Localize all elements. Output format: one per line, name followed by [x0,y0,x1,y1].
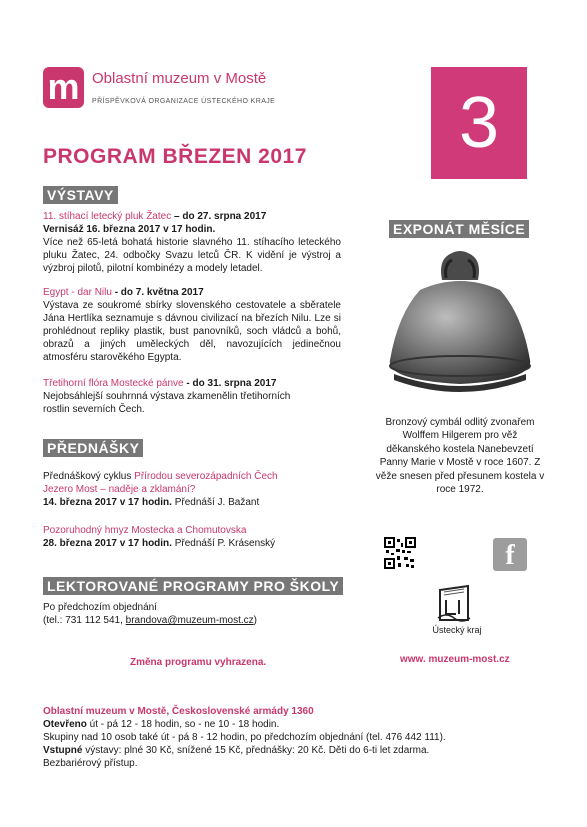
exhibition-item [43,210,341,275]
exhibition-opening: Vernisáž 16. března 2017 v 17 hodin. [43,224,216,235]
footer-info [43,705,563,770]
lecture-speaker: Přednáší P. Krásenský [171,538,276,549]
exhibition-until: – do 27. srpna 2017 [171,211,267,222]
exhibition-item [43,286,341,364]
exhibition-title[interactable]: 11. stíhací letecký pluk Žatec [43,211,172,222]
lecture-date: 14. března 2017 v 17 hodin. [43,497,172,508]
exhibition-title[interactable]: Egypt - dar Nilu [43,287,112,298]
lecture-cycle-prefix: Přednáškový cyklus [43,471,135,482]
lecture-date: 28. března 2017 v 17 hodin. [43,538,172,549]
lecture-item [43,524,341,550]
school-phone: (tel.: 731 112 541, [43,615,126,626]
museum-subtitle: PŘÍSPĚVKOVÁ ORGANIZACE ÚSTECKÉHO KRAJE [92,98,276,105]
exhibition-description: Nejobsáhlejší souhrnná výstava zkamenělin třetihorních rostlin severních Čech. [43,391,291,415]
section-heading-skoly: LEKTOROVANÉ PROGRAMY PRO ŠKOLY [43,577,343,595]
issue-number: 3 [431,67,527,179]
section-heading-exponat: EXPONÁT MĚSÍCE [389,220,529,238]
school-contact-end: ) [253,615,257,626]
section-heading-vystavy: VÝSTAVY [43,186,118,204]
lecture-title[interactable]: Jezero Most – naděje a zklamání? [43,484,196,495]
website-link[interactable]: www. muzeum-most.cz [400,654,510,665]
footer-accessibility: Bezbariérový přístup. [43,758,138,769]
bell-photo [380,242,540,404]
section-heading-prednasky: PŘEDNÁŠKY [43,439,143,457]
region-label: Ústecký kraj [432,625,482,635]
page-title: PROGRAM BŘEZEN 2017 [43,145,307,168]
facebook-icon[interactable]: f [493,538,527,571]
exponat-caption: Bronzový cymbál odlitý zvonařem Wolffem Hilgerem pro věž děkanského kostela Nanebevzetí Panny Marie v Mostě v roce 1607. Z věže snesen před přesunem kostela v roce 1972. [375,417,545,496]
footer-open-label: Otevřeno [43,719,87,730]
exhibition-description: Více než 65-letá bohatá historie slavného 11. stíhacího leteckého pluku Žatec, 24. odbočky Svazu letců ČR. K vidění je výstroj a výzbroj pilotů, pilotní kombinézy a modely letadel. [43,237,341,274]
school-programs [43,601,341,627]
lecture-item [43,470,341,509]
footer-open-hours: út - pá 12 - 18 hodin, so - ne 10 - 18 hodin. [86,719,280,730]
exhibition-until: - do 31. srpna 2017 [183,378,277,389]
exhibition-title[interactable]: Třetihorní flóra Mostecké pánve [43,378,184,389]
footer-groups: Skupiny nad 10 osob také út - pá 8 - 12 hodin, po předchozím objednání (tel. 476 442 111). [43,732,446,743]
lecture-speaker: Přednáší J. Bažant [171,497,260,508]
museum-logo: m [43,67,84,108]
museum-name: Oblastní muzeum v Mostě [92,70,267,87]
region-logo-icon [434,582,474,624]
lecture-cycle-name[interactable]: Přírodou severozápadních Čech [134,471,278,482]
exhibition-until: - do 7. května 2017 [111,287,204,298]
footer-tickets-label: Vstupné [43,745,83,756]
exhibition-description: Výstava ze soukromé sbírky slovenského cestovatele a sběratele Jána Hertlíka seznamuje s dávnou civilizací na březích Nilu. Lze si prohlédnout repliky plastik, bust panovníků, soch vládců a bohů, obrazů a jiných uměleckých děl, navozujících jedinečnou atmosféru starověkého Egypta. [43,300,341,363]
program-change-note: Změna programu vyhrazena. [130,657,267,668]
school-email-link[interactable]: brandova@muzeum-most.cz [125,615,254,626]
qr-code-icon[interactable] [384,537,416,569]
footer-address: Oblastní muzeum v Mostě, Československé armády 1360 [43,706,314,717]
school-programs-note: Po předchozím objednání [43,602,157,613]
footer-tickets: výstavy: plné 30 Kč, snížené 15 Kč, přednášky: 20 Kč. Děti do 6-ti let zdarma. [82,745,430,756]
exhibition-item [43,377,303,416]
lecture-title[interactable]: Pozoruhodný hmyz Mostecka a Chomutovska [43,525,247,536]
